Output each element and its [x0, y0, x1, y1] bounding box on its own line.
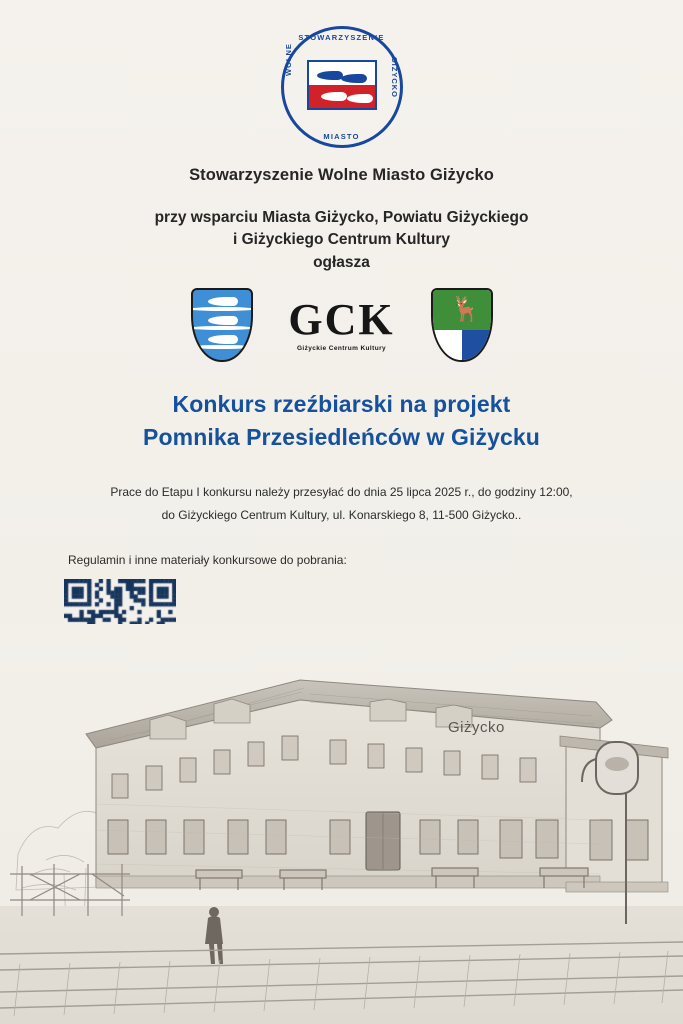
logo-text-right: GIŻYCKO: [390, 56, 400, 98]
downloads-label: Regulamin i inne materiały konkursowe do pobrania:: [68, 552, 347, 567]
gck-subtitle: Giżyckie Centrum Kultury: [296, 344, 387, 352]
gizycko-coat-of-arms: [191, 288, 253, 362]
support-line-2: i Giżyckiego Centrum Kultury: [232, 231, 451, 249]
fish-icon: [341, 74, 367, 83]
gck-logo: [287, 294, 397, 352]
fish-icon: [208, 316, 238, 325]
deer-icon: 🦌: [450, 295, 481, 323]
wave-decor: [191, 326, 253, 330]
shield-bottom-left-field: [433, 330, 462, 360]
logo-text-top: STOWARZYSZENIE: [298, 33, 385, 42]
support-text: [155, 207, 529, 252]
fish-icon: [208, 297, 238, 306]
page-title: [143, 388, 540, 453]
logo-flag: [307, 60, 377, 110]
dworzec-gizycko-sketch: [0, 624, 683, 1024]
shield-gizycko: [191, 288, 253, 362]
organization-name: Stowarzyszenie Wolne Miasto Giżycko: [189, 166, 494, 184]
logo-text-left: WOLNE: [283, 43, 293, 76]
support-line-1: przy wsparciu Miasta Giżycko, Powiatu Giżyckiego: [154, 209, 529, 226]
building-sign: Giżycko: [448, 719, 505, 736]
wolne-miasto-gizycko-logo: [281, 26, 403, 148]
page-title-line-1: Konkurs rzeźbiarski na projekt: [172, 390, 511, 417]
crest-row: [191, 286, 493, 364]
logo-text-bottom: MIASTO: [323, 132, 360, 141]
shield-powiat: [431, 288, 493, 362]
deadline-line-1: Prace do Etapu I konkursu należy przesyłać do dnia 25 lipca 2025 r., do godziny 12:00,: [110, 485, 573, 500]
announces-text: ogłasza: [313, 253, 370, 271]
sketch-svg: [0, 624, 683, 1024]
wave-decor: [191, 345, 253, 349]
fish-icon: [208, 335, 238, 344]
page-title-line-2: Pomnika Przesiedleńców w Giżycku: [143, 423, 540, 450]
deadline-info: [110, 481, 572, 527]
powiat-gizycki-coat-of-arms: [431, 288, 493, 362]
wave-decor: [191, 307, 253, 311]
fish-icon: [317, 71, 343, 80]
shield-bottom-right-field: [462, 330, 491, 360]
gck-letters: GCK: [288, 294, 395, 344]
deadline-line-2: do Giżyckiego Centrum Kultury, ul. Konarskiego 8, 11-500 Giżycko..: [161, 508, 522, 523]
